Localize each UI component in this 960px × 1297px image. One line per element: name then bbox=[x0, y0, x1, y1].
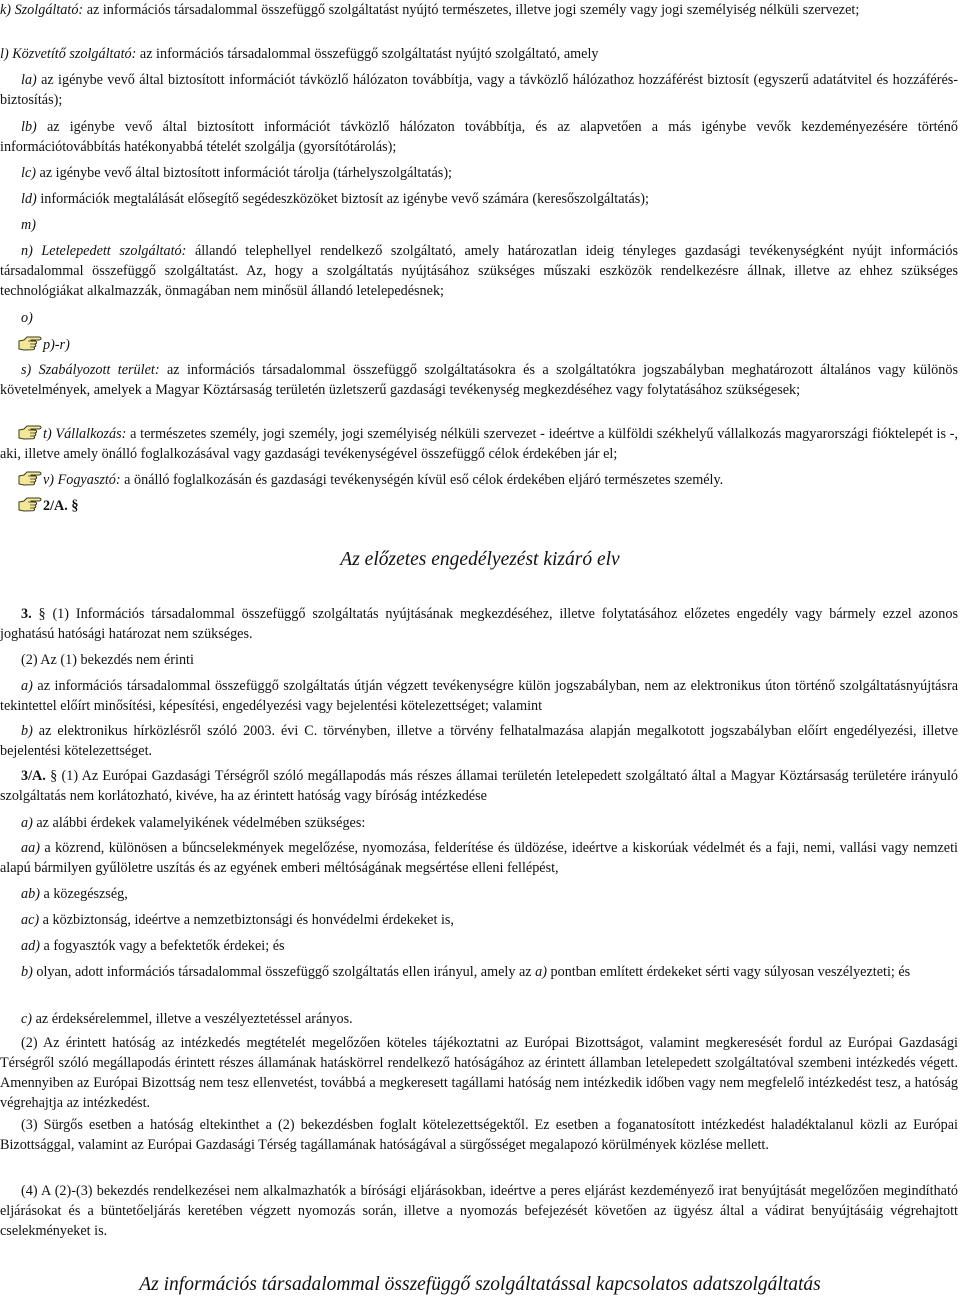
item-label: b) bbox=[21, 723, 33, 739]
section-number: 3/A. bbox=[21, 768, 46, 784]
item-text: a önálló foglalkozásán és gazdasági tevékenységén kívül eső célok érdekében eljáró természetes személy. bbox=[120, 472, 724, 488]
item-label: aa) bbox=[21, 840, 40, 856]
item-pr bbox=[0, 334, 958, 355]
item-text: az elektronikus hírközlésről szóló 2003. évi C. törvényben, illetve a törvény felhatalmazása alapján megalkotott jogszabályban előírt engedélyezési, illetve bejelentési kötelezettséget. bbox=[0, 723, 958, 759]
item-lc bbox=[0, 163, 958, 183]
item-label: m) bbox=[21, 217, 36, 233]
item-text: információk megtalálását elősegítő segédeszközöket biztosít az igénybe vevő számára (keresőszolgáltatás); bbox=[36, 191, 649, 207]
section-number: 2/A. § bbox=[43, 498, 79, 514]
s3a-item-ac bbox=[0, 910, 958, 930]
section-heading: Az információs társadalommal összefüggő szolgáltatással kapcsolatos adatszolgáltatás bbox=[139, 1274, 821, 1295]
item-n bbox=[0, 241, 958, 301]
item-text: állandó telephellyel rendelkező szolgáltató, amely határozatlan ideig tényleges gazdasági tevékenységként nyújt információs társadalommal összefüggő szolgáltatást. Az, hogy a szolgáltatás nyújtásához szükséges műszaki eszközök rendelkezésre állnak, illetve az ehhez szükséges technológiákat alkalmazzák, önmagában nem minősül állandó letelepedésnek; bbox=[0, 243, 958, 299]
item-label: o) bbox=[21, 310, 33, 326]
s3a-item-ad bbox=[0, 936, 958, 956]
item-label: c) bbox=[21, 1011, 33, 1027]
s3-para-1 bbox=[0, 604, 958, 644]
s3a-para-2 bbox=[0, 1033, 958, 1113]
s3-item-b bbox=[0, 721, 958, 761]
section-heading: Az előzetes engedélyezést kizáró elv bbox=[340, 549, 620, 570]
s3a-item-b bbox=[0, 962, 958, 982]
item-label: v) Fogyasztó: bbox=[43, 472, 121, 488]
item-text: az információs társadalommal összefüggő szolgáltatásokra és a szolgáltatókra jogszabályban meghatározott általános vagy különös követelmények, amelyek a Magyar Köztársaság területén üzletszerű gazdasági tevékenység megkezdéséhez vagy folytatásához szükségesek; bbox=[0, 362, 958, 398]
pointing-hand-icon[interactable] bbox=[18, 423, 42, 441]
item-label: lc) bbox=[21, 165, 36, 181]
item-label: la) bbox=[21, 72, 37, 88]
para-text: § (1) Az Európai Gazdasági Térségről szóló megállapodás más részes államai területén letelepedett szolgáltató által a Magyar Köztársaság területére irányuló szolgáltatás nem korlátozható, kivéve, ha az érintett hatóság vagy bíróság intézkedése bbox=[0, 768, 958, 804]
item-reference: a) bbox=[535, 964, 547, 980]
item-text: az érdeksérelemmel, illetve a veszélyeztetéssel arányos. bbox=[32, 1011, 353, 1027]
section-number: 3. bbox=[21, 606, 32, 622]
s3-para-2 bbox=[0, 650, 958, 670]
item-text: az igénybe vevő által biztosított információt távközlő hálózaton továbbítja, és az alapvetően a más igénybe vevők kezdeményezésére történő információtovábbítás hatékonyabbá tételét szolgálja (gyorsítótárolás); bbox=[0, 119, 958, 155]
item-text: pontban említett érdekeket sérti vagy súlyosan veszélyezteti; és bbox=[546, 964, 911, 980]
item-s bbox=[0, 360, 958, 400]
item-label: s) Szabályozott terület: bbox=[21, 362, 160, 378]
item-text: az információs társadalommal összefüggő szolgáltatás útján végzett tevékenységre külön jogszabályban, nem az elektronikus úton történő szolgáltatásnyújtásra tekintettel előírt minősítési, képesítési, engedélyezési vagy bejelentési kötelezettséget; valamint bbox=[0, 678, 958, 714]
item-label: k) Szolgáltató: bbox=[0, 2, 84, 18]
item-label: ld) bbox=[21, 191, 37, 207]
item-ld bbox=[0, 189, 958, 209]
item-text: a közbiztonság, ideértve a nemzetbiztonsági és honvédelmi érdekeket is, bbox=[39, 912, 454, 928]
item-t bbox=[0, 423, 958, 464]
item-v bbox=[0, 469, 958, 490]
item-label: lb) bbox=[21, 119, 37, 135]
item-label: t) Vállalkozás: bbox=[43, 426, 127, 442]
item-label: l) Közvetítő szolgáltató: bbox=[0, 46, 137, 62]
item-text: az információs társadalommal összefüggő szolgáltatást nyújtó természetes, illetve jogi személy vagy jogi személyiség nélküli szervezet; bbox=[83, 2, 860, 18]
item-label: n) Letelepedett szolgáltató: bbox=[21, 243, 187, 259]
item-o bbox=[0, 308, 958, 328]
item-text: olyan, adott információs társadalommal összefüggő szolgáltatás ellen irányul, amely az bbox=[32, 964, 536, 980]
item-label: p)-r) bbox=[43, 337, 70, 353]
para-text: (3) Sürgős esetben a hatóság eltekinthet a (2) bekezdésben foglalt kötelezettségektől. Ez esetben a foganatosított intézkedést haladéktalanul közli az Európai Bizottsággal, valamint az Európai Gazdasági Térség tagállamának hatóságával a sürgősséget megalapozó körülmények közlése mellett. bbox=[0, 1117, 958, 1153]
item-k bbox=[0, 0, 958, 20]
item-label: ab) bbox=[21, 886, 40, 902]
s3a-para-3 bbox=[0, 1115, 958, 1155]
s3a-item-c bbox=[0, 1009, 958, 1029]
item-lb bbox=[0, 117, 958, 157]
section-2a bbox=[0, 495, 958, 516]
pointing-hand-icon[interactable] bbox=[18, 334, 42, 352]
para-text: (4) A (2)-(3) bekezdés rendelkezései nem alkalmazhatók a bírósági eljárásokban, ideértve a peres eljárást kezdeményező irat benyújtását megelőzően megindítható eljárásokat és a büntetőeljárás keretében végzett nyomozás során, illetve a nyomozás befejezését követően az ügyész által a vádirat benyújtásáig végrehajtott cselekményeket is. bbox=[0, 1183, 958, 1239]
para-text: (2) Az érintett hatóság az intézkedés megtételét megelőzően köteles tájékoztatni az Európai Bizottságot, valamint megkeresését fordul az Európai Gazdasági Térségről szóló megállapodás érintett részes államának hatáskörrel rendelkező hatóságához az érintett államban letelepedett szolgáltatóval szembeni intézkedés végett. Amennyiben az Európai Bizottság nem tesz ellenvetést, továbbá a megkeresett tagállami hatóság nem intézkedik időben vagy nem megfelelő intézkedést tesz, a hatóság végrehajtja az intézkedést. bbox=[0, 1035, 958, 1111]
item-m bbox=[0, 215, 958, 235]
pointing-hand-icon[interactable] bbox=[18, 495, 42, 513]
item-label: a) bbox=[21, 678, 33, 694]
item-text: az információs társadalommal összefüggő szolgáltatást nyújtó szolgáltató, amely bbox=[136, 46, 599, 62]
item-label: b) bbox=[21, 964, 33, 980]
s3a-para-4 bbox=[0, 1181, 958, 1241]
item-text: az igénybe vevő által biztosított információt távközlő hálózaton továbbítja, vagy a távközlő hálózathoz hozzáférést biztosít (egyszerű adatátvitel és hozzáférés-biztosítás); bbox=[0, 72, 958, 108]
item-label: ac) bbox=[21, 912, 40, 928]
item-text: a közrend, különösen a bűncselekmények megelőzése, nyomozása, felderítése és üldözése, ideértve a kiskorúak védelmét és a faji, nemi, vallási vagy nemzeti alapú bármilyen gyűlöletre uszítás és az egyének emberi méltóságának megsértése elleni fellépést, bbox=[0, 840, 958, 876]
pointing-hand-icon[interactable] bbox=[18, 469, 42, 487]
item-label: ad) bbox=[21, 938, 40, 954]
item-text: a közegészség, bbox=[39, 886, 128, 902]
s3a-para-1 bbox=[0, 766, 958, 806]
item-label: a) bbox=[21, 815, 33, 831]
item-l bbox=[0, 44, 958, 64]
s3a-item-a bbox=[0, 813, 958, 833]
para-text: § (1) Információs társadalommal összefüggő szolgáltatás nyújtásának megkezdéséhez, illetve folytatásához előzetes engedély vagy bármely ezzel azonos joghatású hatósági határozat nem szükséges. bbox=[0, 606, 958, 642]
para-text: (2) Az (1) bekezdés nem érinti bbox=[21, 652, 194, 668]
item-text: az alábbi érdekek valamelyikének védelmében szükséges: bbox=[32, 815, 366, 831]
item-la bbox=[0, 70, 958, 110]
item-text: a fogyasztók vagy a befektetők érdekei; és bbox=[39, 938, 285, 954]
s3a-item-aa bbox=[0, 838, 958, 878]
s3a-item-ab bbox=[0, 884, 958, 904]
item-text: a természetes személy, jogi személy, jogi személyiség nélküli szervezet - ideértve a külföldi székhelyű vállalkozás magyarországi fióktelepét is -, aki, illetve amely önálló foglalkozásával vagy gazdasági tevékenységével összefüggő célok érdekében jár el; bbox=[0, 426, 958, 462]
item-text: az igénybe vevő által biztosított információt tárolja (tárhelyszolgáltatás); bbox=[35, 165, 452, 181]
s3-item-a bbox=[0, 676, 958, 716]
